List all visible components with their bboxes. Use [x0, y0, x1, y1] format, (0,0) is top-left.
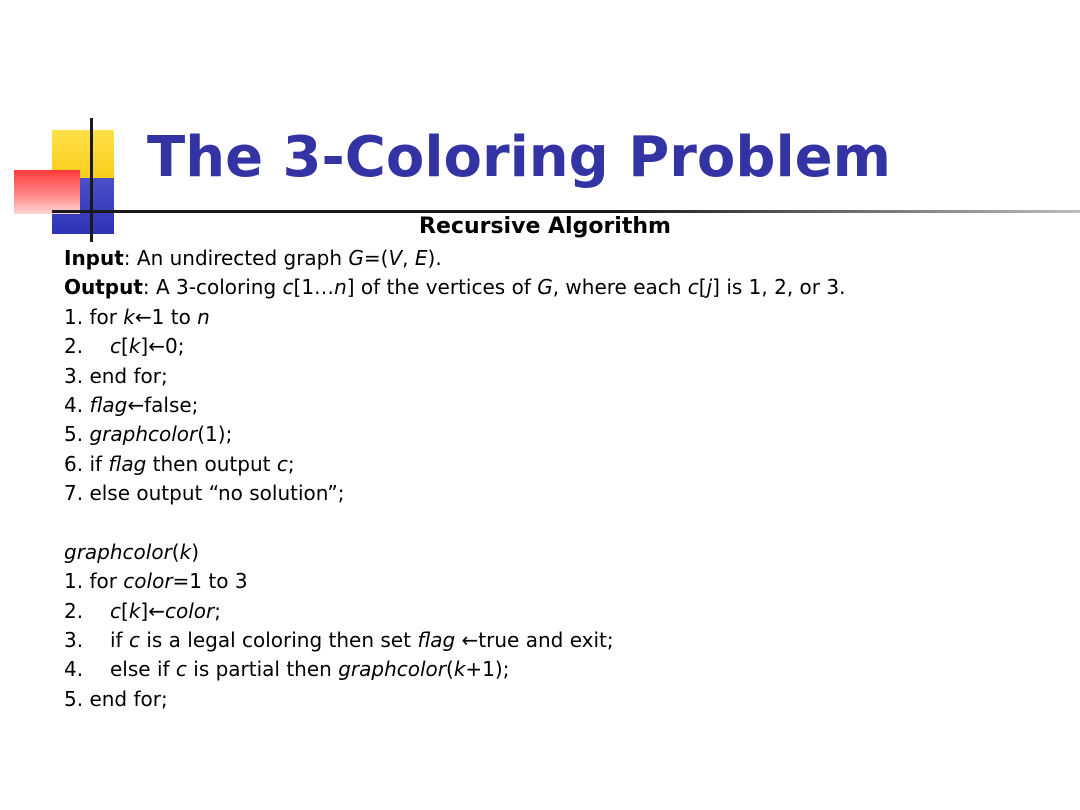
main-line-1: 1. for k←1 to n — [64, 304, 210, 329]
main-line-4: 4. flag←false; — [64, 392, 199, 417]
procedure-line-5: 5. end for; — [64, 686, 168, 711]
spacer — [64, 509, 1074, 538]
main-line-7: 7. else output “no solution”; — [64, 481, 345, 506]
main-line-6: 6. if flag then output c; — [64, 451, 295, 476]
algorithm-body — [64, 244, 1074, 714]
procedure-line-3: 3. if c is a legal coloring then set flag ←true and exit; — [64, 628, 614, 653]
input-line: Input: An undirected graph G=(V, E). — [64, 246, 442, 270]
procedure-header: graphcolor(k) — [64, 539, 200, 564]
procedure-line-1: 1. for color=1 to 3 — [64, 569, 248, 594]
slide-subtitle: Recursive Algorithm — [419, 214, 671, 239]
decor-red-square — [14, 170, 80, 214]
main-line-2: 2. c[k]←0; — [64, 334, 185, 359]
slide-title: The 3-Coloring Problem — [147, 125, 891, 190]
input-label: Input — [64, 246, 124, 270]
main-line-5: 5. graphcolor(1); — [64, 422, 233, 447]
procedure-line-2: 2. c[k]←color; — [64, 598, 221, 623]
output-label: Output — [64, 275, 143, 300]
output-line: Output: A 3-coloring c[1…n] of the vertices of G, where each c[j] is 1, 2, or 3. — [64, 275, 846, 300]
procedure-line-4: 4. else if c is partial then graphcolor(k+1); — [64, 657, 510, 682]
main-line-3: 3. end for; — [64, 363, 168, 388]
